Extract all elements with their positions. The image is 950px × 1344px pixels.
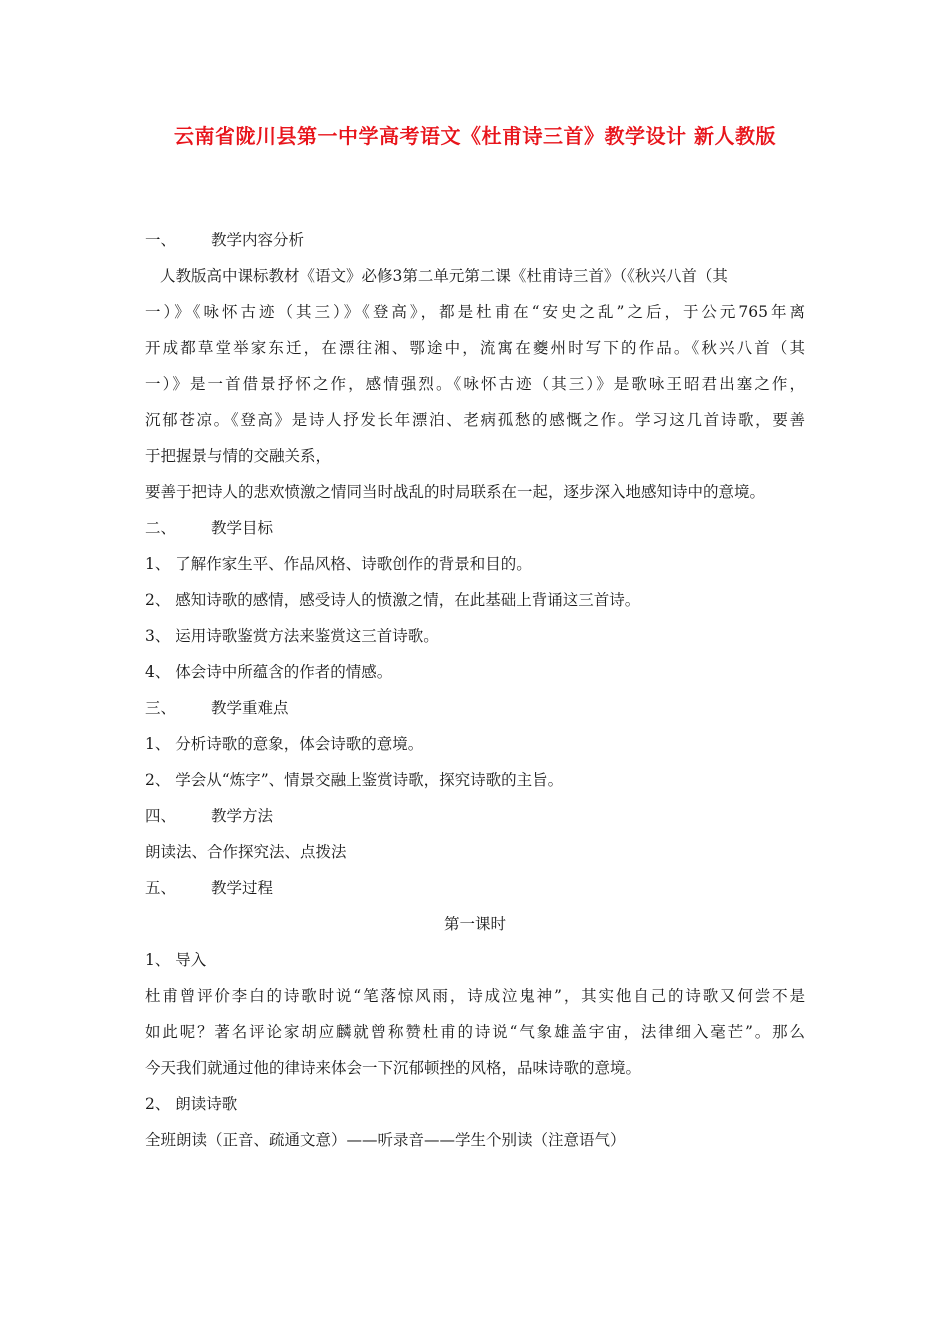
step-heading-intro: 1、 导入 (145, 951, 207, 969)
intro-paragraph-line-2: 如此呢？著名评论家胡应麟就曾称赞杜甫的诗说“气象雄盖宇宙，法律细入毫芒”。那么 (145, 1023, 805, 1041)
intro-line-7: 要善于把诗人的悲欢愤激之情同当时战乱的时局联系在一起，逐步深入地感知诗中的意境。 (145, 483, 766, 501)
intro-paragraph-line-3: 今天我们就通过他的律诗来体会一下沉郁顿挫的风格，品味诗歌的意境。 (145, 1059, 642, 1077)
intro-line-1: 人教版高中课标教材《语文》必修3第二单元第二课《杜甫诗三首》（《秋兴八首（其 (160, 267, 728, 285)
goal-item: 3、 运用诗歌鉴赏方法来鉴赏这三首诗歌。 (145, 627, 439, 645)
section-title: 教学内容分析 (211, 231, 305, 249)
intro-line-4: 一）》是一首借景抒怀之作，感情强烈。《咏怀古迹（其三）》是歌咏王昭君出塞之作， (145, 375, 805, 393)
section-number: 一、 (145, 231, 177, 249)
section-heading-process (145, 876, 273, 898)
goal-item: 1、 了解作家生平、作品风格、诗歌创作的背景和目的。 (145, 555, 532, 573)
document-title: 云南省陇川县第一中学高考语文《杜甫诗三首》教学设计 新人教版 (174, 124, 776, 148)
reading-text: 全班朗读（正音、疏通文意）——听录音——学生个别读（注意语气） (145, 1131, 626, 1149)
section-heading-content-analysis (145, 228, 304, 250)
intro-paragraph-line-1: 杜甫曾评价李白的诗歌时说“笔落惊风雨，诗成泣鬼神”，其实他自己的诗歌又何尝不是 (145, 987, 805, 1005)
goal-item: 4、 体会诗中所蕴含的作者的情感。 (145, 663, 393, 681)
keypoint-item: 2、 学会从“炼字”、情景交融上鉴赏诗歌，探究诗歌的主旨。 (145, 771, 564, 789)
intro-line-5: 沉郁苍凉。《登高》是诗人抒发长年漂泊、老病孤愁的感慨之作。学习这几首诗歌，要善 (145, 411, 805, 429)
intro-line-2: 一）》《咏怀古迹（其三）》《登高》，都是杜甫在“安史之乱”之后，于公元765年离 (145, 303, 805, 321)
section-number: 四、 (145, 807, 177, 825)
intro-line-6: 于把握景与情的交融关系， (145, 447, 332, 465)
section-title: 教学方法 (211, 807, 274, 825)
section-heading-methods (145, 804, 273, 826)
section-number: 二、 (145, 519, 177, 537)
lesson-heading: 第一课时 (443, 915, 506, 933)
section-heading-goals (145, 516, 273, 538)
step-heading-reading: 2、 朗读诗歌 (145, 1095, 238, 1113)
section-title: 教学重难点 (211, 699, 289, 717)
goal-item: 2、 感知诗歌的感情，感受诗人的愤激之情，在此基础上背诵这三首诗。 (145, 591, 641, 609)
intro-line-3: 开成都草堂举家东迁，在漂往湘、鄂途中，流寓在夔州时写下的作品。《秋兴八首（其 (145, 339, 805, 357)
section-heading-keypoints (145, 696, 289, 718)
section-title: 教学目标 (211, 519, 274, 537)
keypoint-item: 1、 分析诗歌的意象，体会诗歌的意境。 (145, 735, 424, 753)
section-title: 教学过程 (211, 879, 274, 897)
section-number: 五、 (145, 879, 177, 897)
methods-text: 朗读法、合作探究法、点拨法 (145, 843, 347, 861)
section-number: 三、 (145, 699, 177, 717)
